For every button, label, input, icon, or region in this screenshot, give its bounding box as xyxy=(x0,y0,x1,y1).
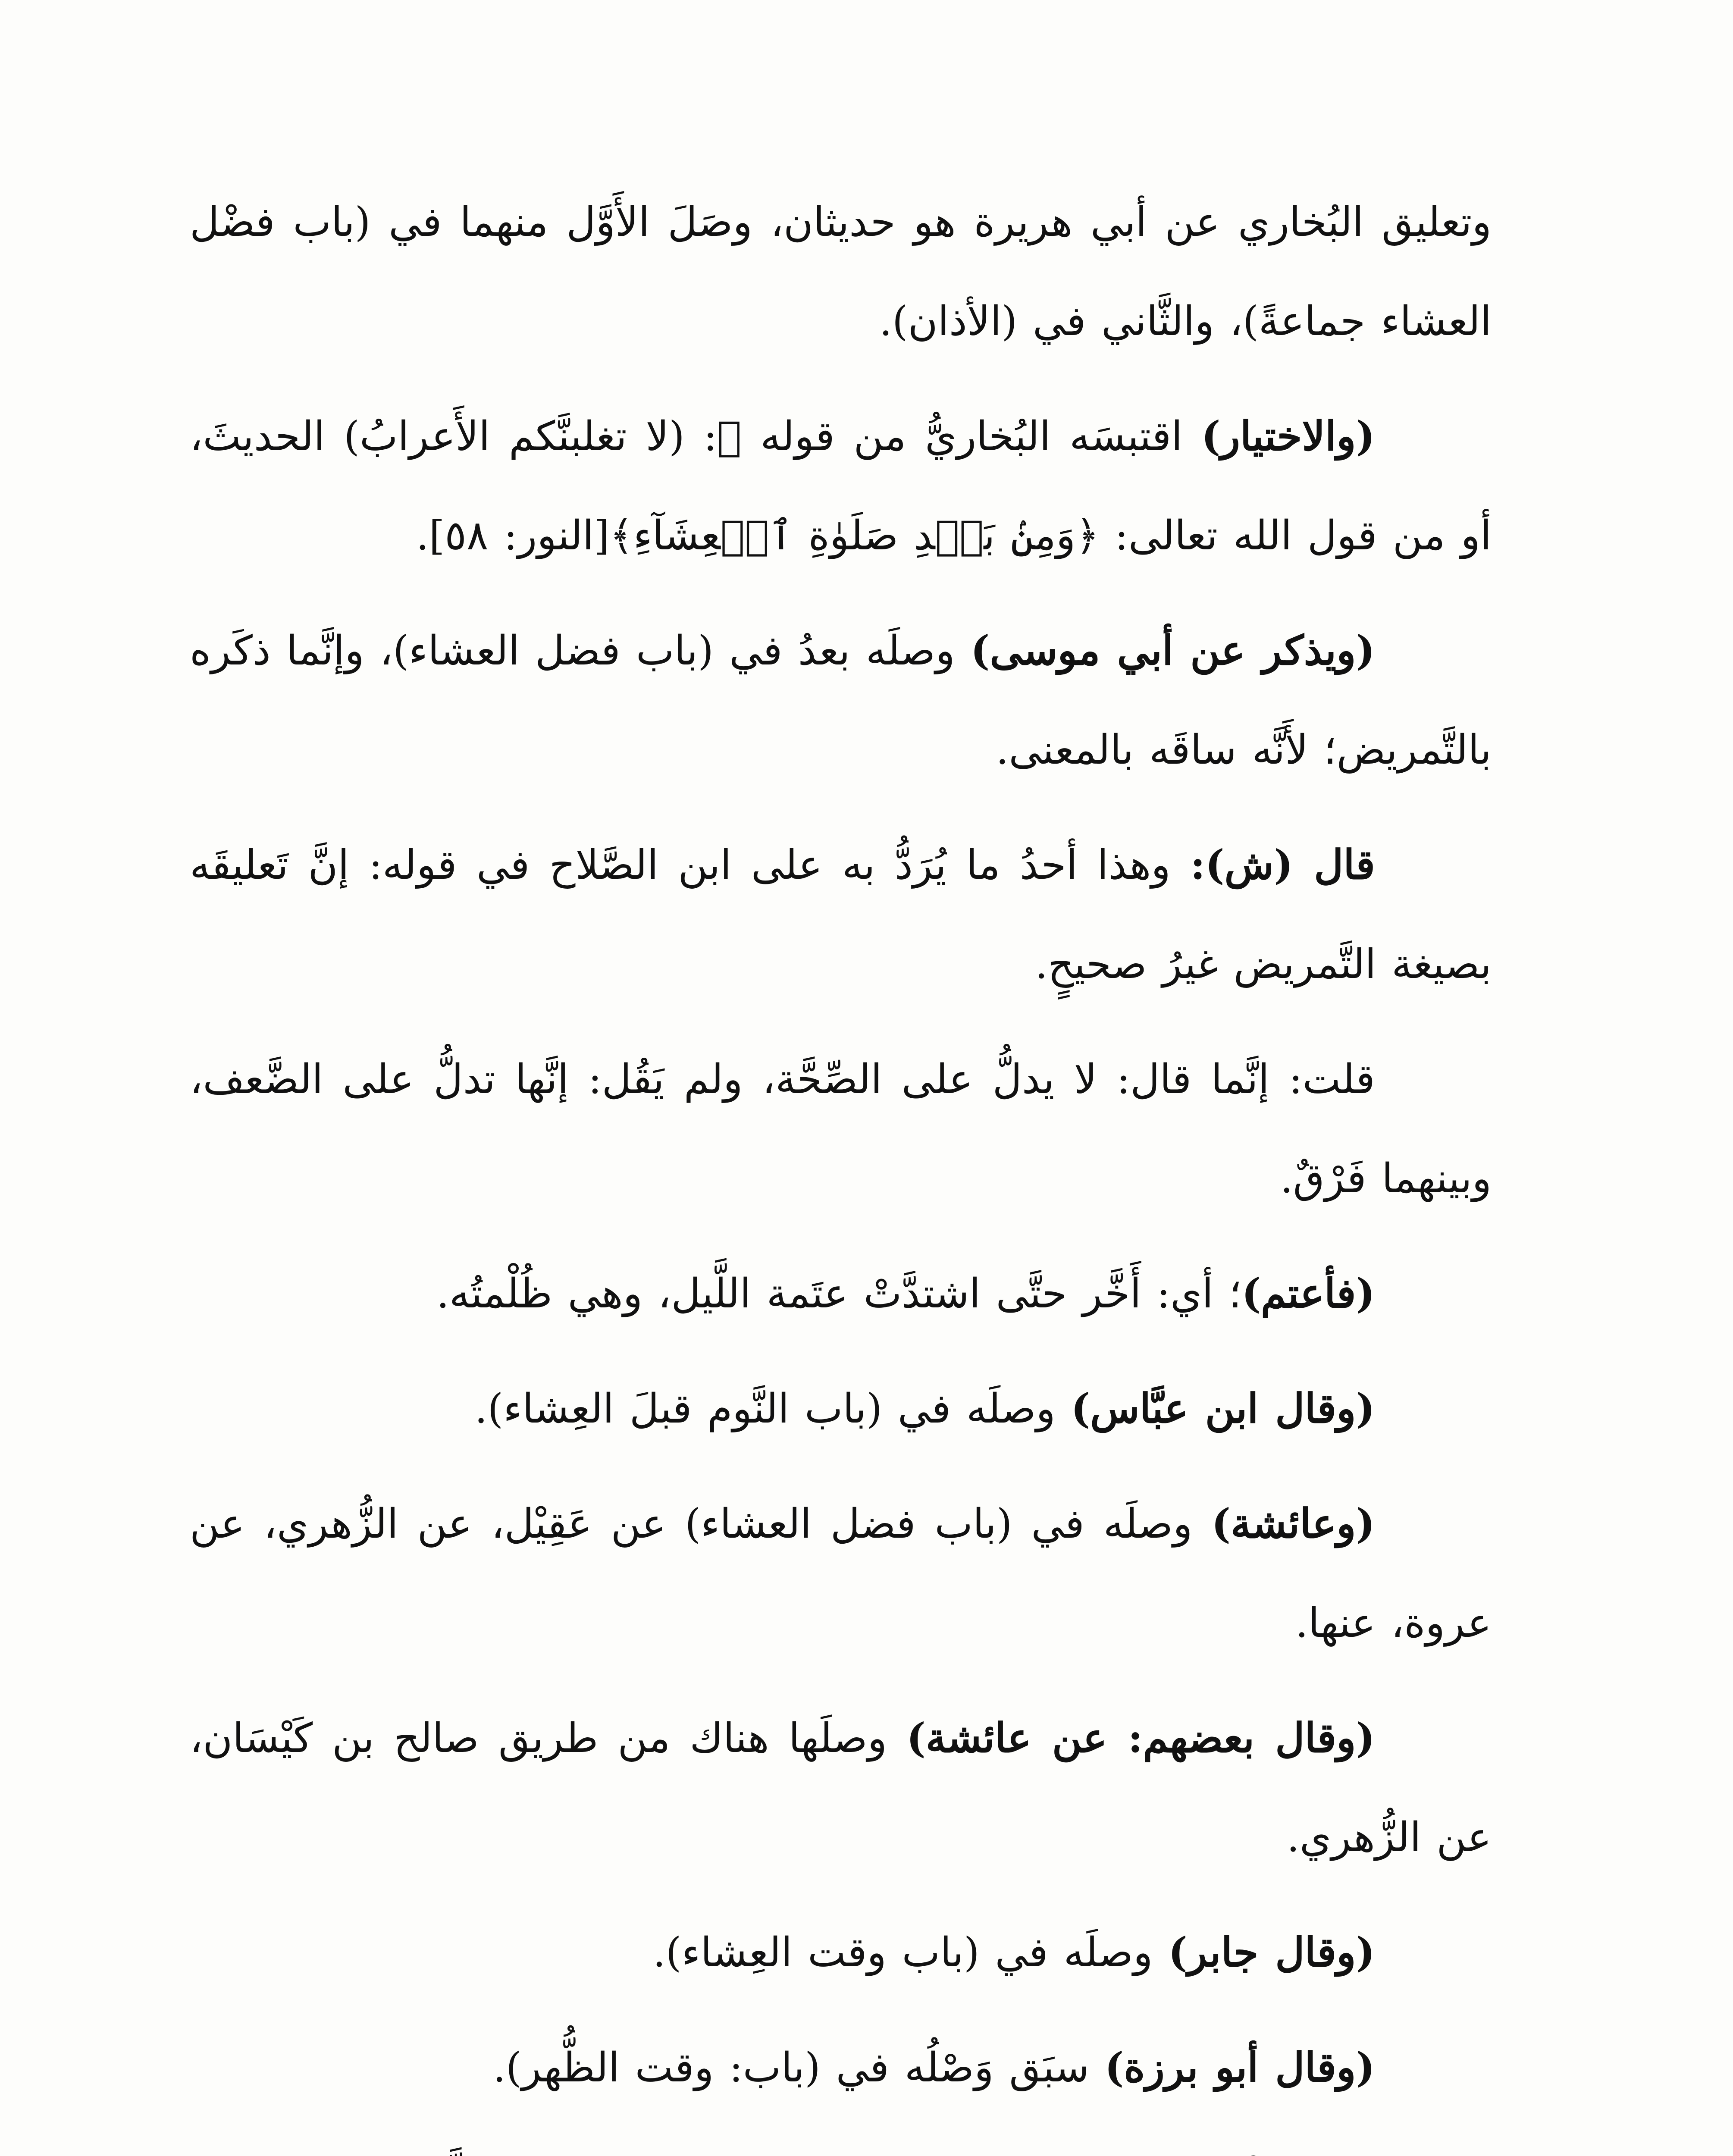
paragraph-10-lead: (وقال جابر) xyxy=(1168,1929,1375,1976)
paragraph-9 xyxy=(190,1689,1492,1887)
paragraph-6-lead: (فأعتم) xyxy=(1241,1270,1375,1317)
paragraph-7-text: وصلَه في (باب النَّوم قبلَ العِشاء). xyxy=(474,1385,1071,1432)
paragraph-8 xyxy=(190,1474,1492,1673)
paragraph-10 xyxy=(190,1903,1492,2002)
paragraph-4 xyxy=(190,815,1492,1014)
paragraph-11-lead: (وقال أبو برزة) xyxy=(1104,2044,1375,2091)
paragraph-6-text: ؛ أي: أَخَّر حتَّى اشتدَّتْ عتَمة اللَّيل، وهي ظُلْمتُه. xyxy=(436,1270,1242,1317)
paragraph-2 xyxy=(190,387,1492,586)
paragraph-7 xyxy=(190,1359,1492,1459)
paragraph-7-lead: (وقال ابن عبَّاس) xyxy=(1071,1385,1375,1432)
paragraph-1 xyxy=(190,172,1492,371)
paragraph-9-text: وصلَها هناك من طريق صالح بن كَيْسَان، عن الزُّهري. xyxy=(190,1715,1492,1861)
paragraph-10-text: وصلَه في (باب وقت العِشاء). xyxy=(652,1929,1169,1976)
paragraph-11-text: سبَق وَصْلُه في (باب: وقت الظُّهر). xyxy=(493,2044,1105,2091)
paragraph-5-text: قلت: إنَّما قال: لا يدلُّ على الصِّحَّة، ولم يَقُل: إنَّها تدلُّ على الضَّعف، وبينهما فَرْقٌ. xyxy=(190,1056,1492,1202)
paragraph-4-text: وهذا أحدُ ما يُرَدُّ به على ابن الصَّلاح في قوله: إنَّ تَعليقَه بصيغة التَّمريض غيرُ صحيحٍ. xyxy=(190,842,1492,988)
paragraph-3 xyxy=(190,601,1492,800)
paragraph-12 xyxy=(190,2133,1492,2156)
paragraph-8-text: وصلَه في (باب فضل العشاء) عن عَقِيْل، عن الزُّهري، عن عروة، عنها. xyxy=(190,1501,1492,1647)
paragraph-6 xyxy=(190,1244,1492,1344)
paragraph-5 xyxy=(190,1030,1492,1228)
paragraph-3-lead: (ويذكر عن أبي موسى) xyxy=(970,627,1375,674)
paragraph-2-text: اقتبسَه البُخاريُّ من قوله ﷺ: (لا تغلبنَّكم الأَعرابُ) الحديثَ، أو من قول الله تعالى: ﴿وَمِنۢ بَعۡدِ صَلَوٰةِ ٱلۡعِشَآءِ﴾[النور: ٥٨]. xyxy=(190,413,1492,559)
paragraph-8-lead: (وعائشة) xyxy=(1211,1500,1375,1548)
paragraph-1-text: وتعليق البُخاري عن أبي هريرة هو حديثان، وصَلَ الأَوَّل منهما في (باب فضْل العشاء جماعةً)، والثَّاني في (الأذان). xyxy=(190,199,1492,345)
paragraph-4-lead: قال (ش): xyxy=(1190,841,1376,889)
paragraph-3-text: وصلَه بعدُ في (باب فضل العشاء)، وإنَّما ذكَره بالتَّمريض؛ لأَنَّه ساقَه بالمعنى. xyxy=(190,627,1492,774)
body-text xyxy=(190,172,1492,2156)
paragraph-11 xyxy=(190,2018,1492,2118)
paragraph-2-lead: (والاختيار) xyxy=(1201,413,1375,460)
paragraph-9-lead: (وقال بعضهم: عن عائشة) xyxy=(906,1714,1375,1762)
